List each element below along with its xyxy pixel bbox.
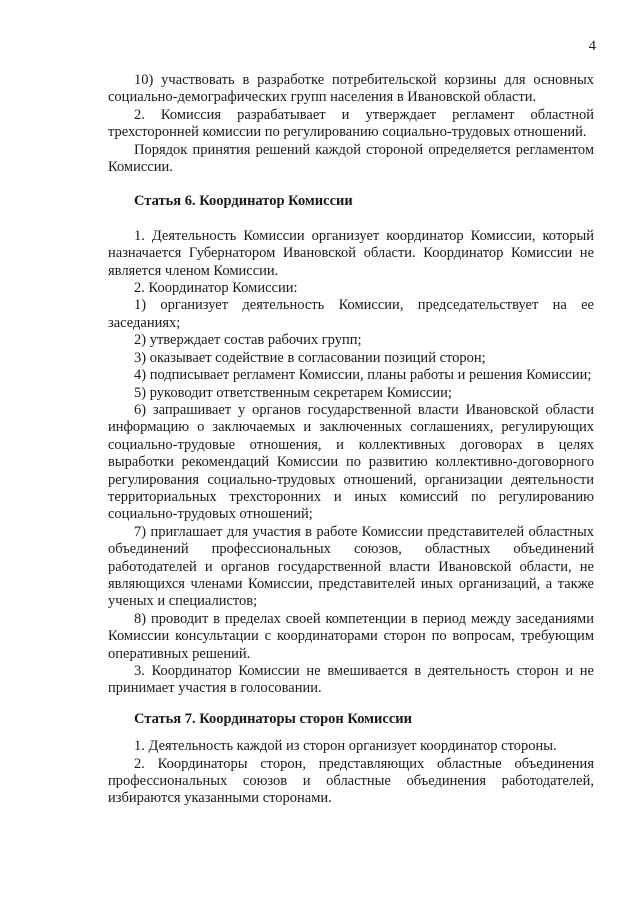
list-item: 7) приглашает для участия в работе Комиссии представителей областных объединений профессиональных союзов, областных объединений работодателей и органов государственной власти Ивановской области, не являющихся членами Комиссии, представителей иных организаций, а также ученых и специалистов; [108,523,594,610]
paragraph: 3. Координатор Комиссии не вмешивается в деятельность сторон и не принимает участия в голосовании. [108,663,594,697]
paragraph: 1. Деятельность каждой из сторон организует координатор стороны. [134,738,557,755]
paragraph: 2. Координаторы сторон, представляющих областные объединения профессиональных союзов и областные объединения работодателей, избираются указанными сторонами. [108,755,594,807]
list-item: 1) организует деятельность Комиссии, председательствует на ее заседаниях; [108,297,594,331]
paragraph: 2. Комиссия разрабатывает и утверждает регламент областной трехсторонней комиссии по регулированию социально-трудовых отношений. [108,106,594,141]
paragraph: 10) участвовать в разработке потребительской корзины для основных социально-демографических групп населения в Ивановской области. [108,72,594,106]
list-item: 2) утверждает состав рабочих групп; [134,332,362,349]
page-number: 4 [588,38,596,54]
list-item: 3) оказывает содействие в согласовании позиций сторон; [134,349,486,366]
paragraph: 1. Деятельность Комиссии организует координатор Комиссии, который назначается Губернатором Ивановской области. Координатор Комиссии не является членом Комиссии. [108,227,594,279]
paragraph: Порядок принятия решений каждой стороной определяется регламентом Комиссии. [108,141,594,176]
list-item: 6) запрашивает у органов государственной власти Ивановской области информацию о заключаемых и заключенных соглашениях, регулирующих социально-трудовые отношения, и коллективных договорах в целях выработки рекомендаций Комиссии по развитию коллективно-договорного регулирования социально-трудовых отношений, организации деятельности территориальных трехсторонних и иных комиссий по регулированию социально-трудовых отношений; [108,401,594,523]
article-7-heading: Статья 7. Координаторы сторон Комиссии [134,710,412,727]
list-item: 4) подписывает регламент Комиссии, планы работы и решения Комиссии; [134,367,592,384]
document-body [108,72,594,808]
paragraph: 2. Координатор Комиссии: [134,280,298,297]
list-item: 5) руководит ответственным секретарем Комиссии; [134,384,452,401]
article-6-heading: Статья 6. Координатор Комиссии [134,193,353,210]
list-item: 8) проводит в пределах своей компетенции в период между заседаниями Комиссии консультации с координаторами сторон по вопросам, требующим оперативных решений. [108,610,594,662]
